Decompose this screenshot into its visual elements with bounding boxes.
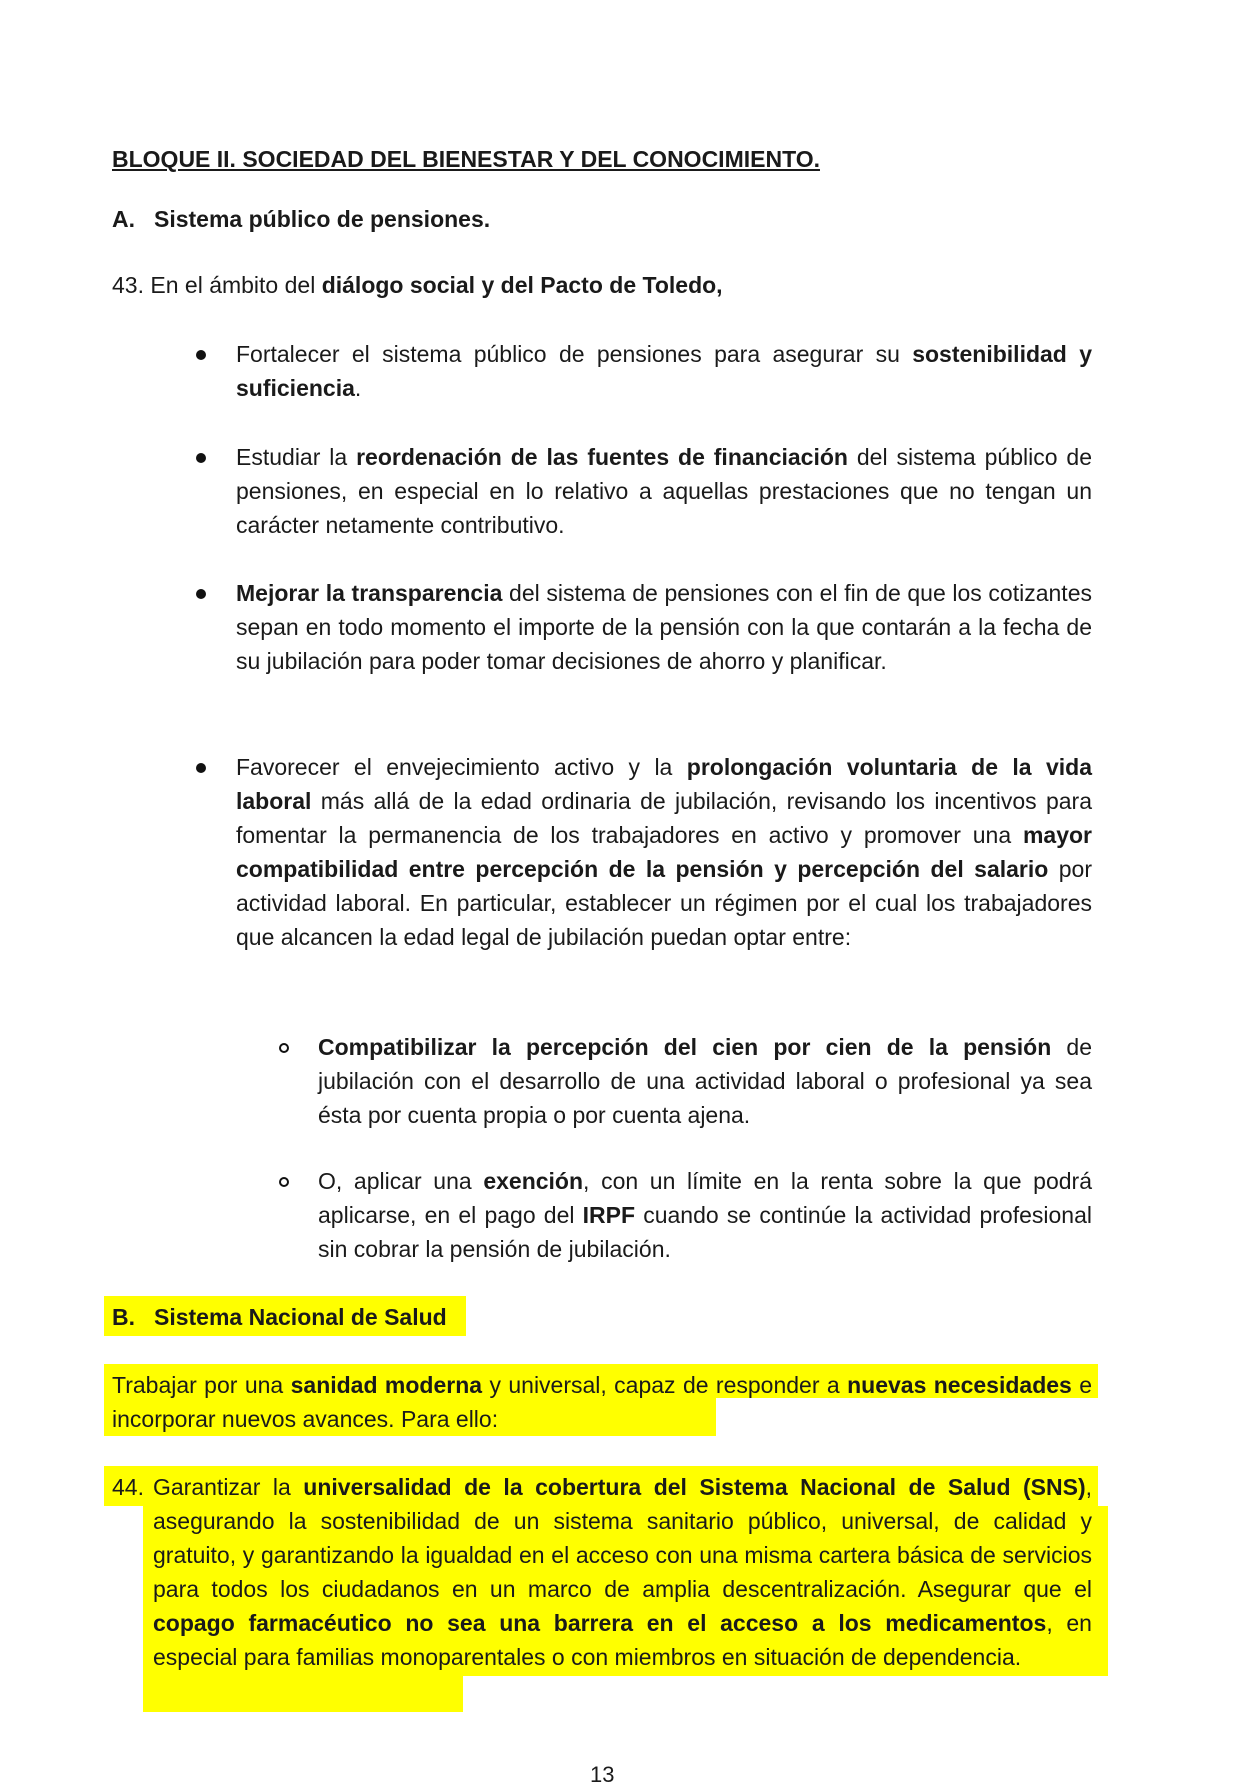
bullet-icon xyxy=(196,350,206,360)
bullet-item-3: Mejorar la transparencia del sistema de pensiones con el fin de que los cotizantes sepan en todo momento el importe de la pensión con la que contarán a la fecha de su jubilación para poder tomar decisiones de ahorro y planificar. xyxy=(236,580,1092,674)
bullet-icon xyxy=(196,453,206,463)
item-43-number: 43. xyxy=(112,272,144,298)
bullet-icon xyxy=(196,763,206,773)
section-b-title: Sistema Nacional de Salud xyxy=(154,1304,447,1330)
bullet-item-2: Estudiar la reordenación de las fuentes de financiación del sistema público de pensiones, en especial en lo relativo a aquellas prestaciones que no tengan un carácter netamente contributivo. xyxy=(236,444,1092,538)
section-b-heading xyxy=(112,1304,447,1331)
section-a-title: Sistema público de pensiones. xyxy=(154,206,491,232)
bullet-item-1: Fortalecer el sistema público de pensiones para asegurar su sostenibilidad y suficiencia. xyxy=(236,341,1092,401)
subbullet-item-2: O, aplicar una exención, con un límite en la renta sobre la que podrá aplicarse, en el pago del IRPF cuando se continúe la actividad profesional sin cobrar la pensión de jubilación. xyxy=(318,1168,1092,1262)
subbullet-item-1: Compatibilizar la percepción del cien por cien de la pensión de jubilación con el desarrollo de una actividad laboral o profesional ya sea ésta por cuenta propia o por cuenta ajena. xyxy=(318,1034,1092,1128)
section-b-letter: B. xyxy=(112,1304,135,1330)
highlight-item-44-last xyxy=(143,1676,463,1712)
bullet-icon xyxy=(196,589,206,599)
section-a-letter: A. xyxy=(112,206,135,232)
page-number: 13 xyxy=(590,1762,615,1787)
item-44-text: Garantizar la universalidad de la cobertura del Sistema Nacional de Salud (SNS), asegurando la sostenibilidad de un sistema sanitario público, universal, de calidad y gratuito, y garantizando la igualdad en el acceso con una misma cartera básica de servicios para todos los ciudadanos en un marco de amplia descentralización. Asegurar que el copago farmacéutico no sea una barrera en el acceso a los medicamentos, en especial para familias monoparentales o con miembros en situación de dependencia. xyxy=(153,1474,1092,1670)
item-44-number: 44. xyxy=(112,1474,144,1500)
item-43: 43. En el ámbito del diálogo social y del Pacto de Toledo, xyxy=(112,272,723,298)
circle-bullet-icon xyxy=(279,1043,289,1053)
block-title: BLOQUE II. SOCIEDAD DEL BIENESTAR Y DEL CONOCIMIENTO. xyxy=(112,146,820,172)
circle-bullet-icon xyxy=(279,1177,289,1187)
intro-paragraph-b: Trabajar por una sanidad moderna y universal, capaz de responder a nuevas necesidades e incorporar nuevos avances. Para ello: xyxy=(112,1372,1093,1432)
bullet-item-4: Favorecer el envejecimiento activo y la prolongación voluntaria de la vida laboral más allá de la edad ordinaria de jubilación, revisando los incentivos para fomentar la permanencia de los trabajadores en activo y promover una mayor compatibilidad entre percepción de la pensión y percepción del salario por actividad laboral. En particular, establecer un régimen por el cual los trabajadores que alcancen la edad legal de jubilación puedan optar entre: xyxy=(236,754,1092,950)
section-a-heading xyxy=(112,206,490,233)
